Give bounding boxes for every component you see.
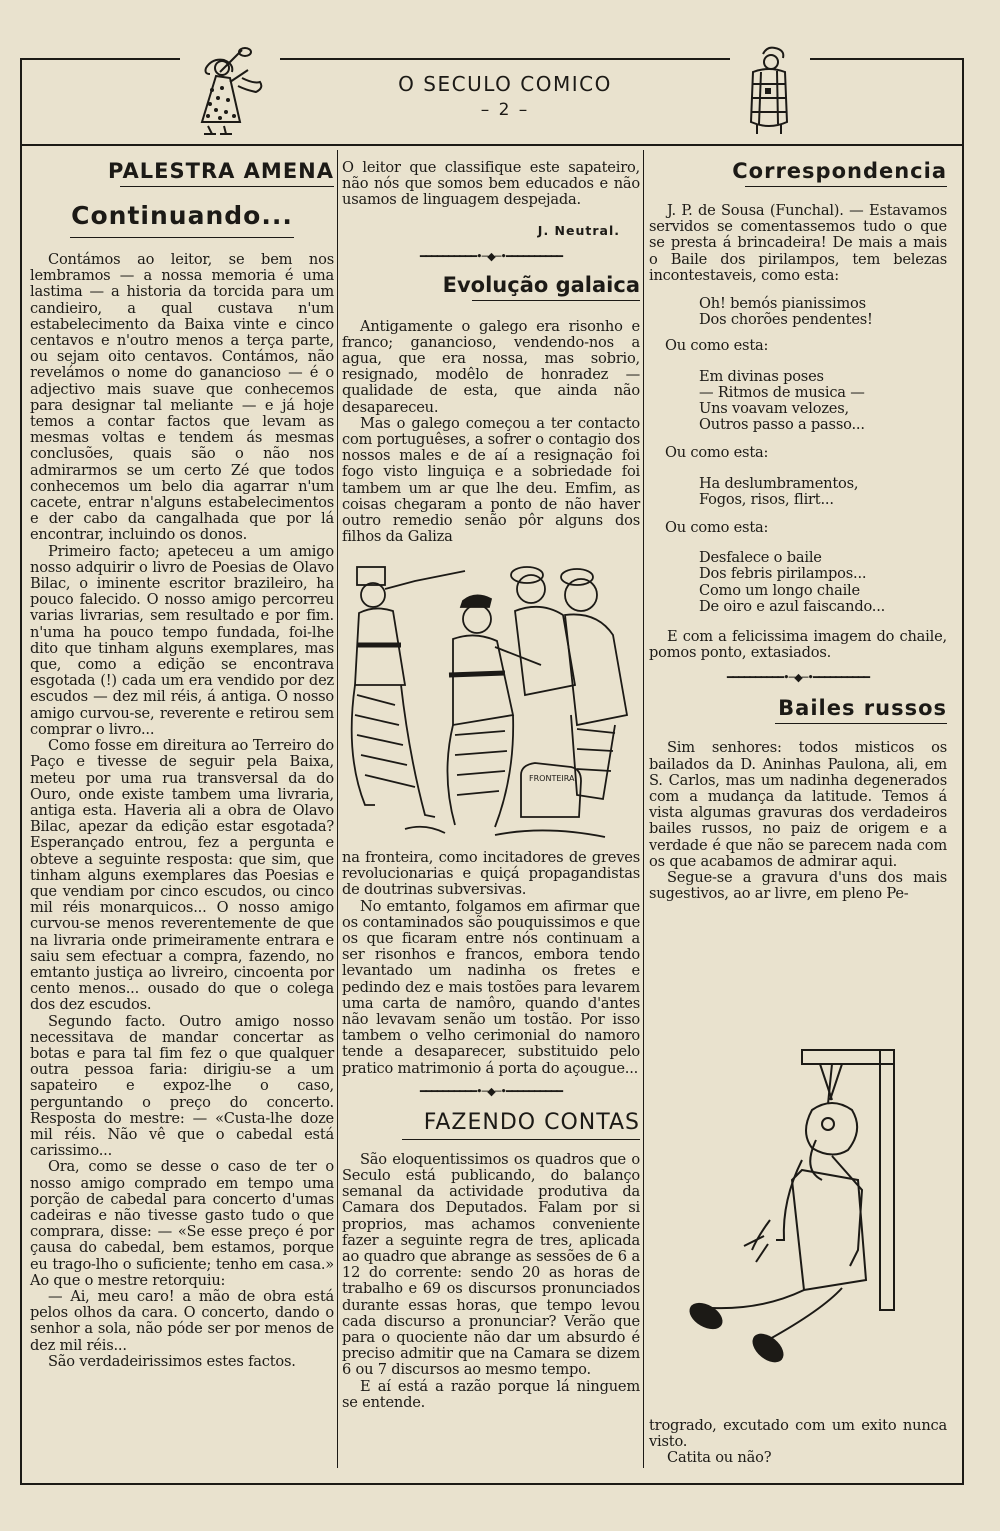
correspondence-title-rule [745, 186, 947, 187]
ornament-divider: ━━━━━━━━━━•─◆─•━━━━━━━━━━ [726, 671, 870, 685]
column-divider-2 [643, 150, 644, 1468]
verse-line: De oiro e azul faiscando... [699, 597, 886, 615]
section-title: PALESTRA AMENA [108, 159, 334, 183]
paragraph: São eloquentissimos os quadros que o Seculo está publicando, do balanço semanal da actividade produtiva da Camara dos Deputados. Falam por si proprios, mas achamos conveniente fazer a seguinte regra de tres, aplicada ao quadro que abrange as sessões de 6 a 12 do corrente: sendo 20 as horas de trabalho e 69 os discursos pronunciados durante essas horas, que tempo levou cada discurso a pronunciar? Verão que para o quociente não dar um absurdo é preciso admitir que na Camara se dizem 6 ou 7 discursos ao mesmo tempo. [342, 1150, 640, 1379]
paragraph: Antigamente o galego era risonho e franco; ganancioso, vendendo-nos a agua, que era nossa, mas sobrio, resignado, modêlo de honradez — qualidade de esta, que ainda não desapareceu. [342, 317, 640, 416]
paragraph: O leitor que classifique este sapateiro, não nós que somos bem educados e não usamos de linguagem despejada. [342, 159, 640, 209]
paragraph: No emtanto, folgamos em afirmar que os contaminados são pouquissimos e que os que ficaram entre nós continuam a ser risonhos e francos, embora tendo levantado um nadinha os fretes e pedindo dez e mais tostões para levarem uma carta de namôro, quando d'antes não levavam senão um tostão. Por isso tambem o velho cerimonial do namoro tende a desaparecer, substituido pelo pratico matrimonio á porta do açougue... [342, 897, 640, 1077]
paragraph: Ora, como se desse o caso de ter o nosso amigo comprado em tempo uma porção de cabedal para concerto d'umas cadeiras e não tivesse gasto tudo o que comprara, disse: — «Se esse preço é por çausa do cabedal, bem estamos, porque eu trago-lho o suficiente; tenho em casa.» Ao que o mestre retorquiu: [30, 1158, 334, 1289]
verse-block [649, 476, 947, 508]
article-subtitle: Continuando... [71, 201, 293, 230]
paragraph: Como fosse em direitura ao Terreiro do Paço e tivesse de seguir pela Baixa, meteu por uma rua transversal da do Ouro, onde existe tambem uma livraria, antiga esta. Haveria ali a obra de Olavo Bilac, apezar da edição estar esgotada? Esperançado entrou, fez a pergunta e obteve a seguinte resposta: que sim, que tinham alguns exemplares das Poesias e que vendiam por cinco escudos, ou cinco mil réis monarquicos... O nosso amigo curvou-se menos reverentemente de que na livraria onde primeiramente entrara e saiu sem efectuar a compra, fazendo, no emtanto justiça ao livreiro, cincoenta por cento menos... ousado do que o colega dos dez escudos. [30, 737, 334, 1014]
paragraph: São verdadeirissimos estes factos. [48, 1352, 296, 1370]
paragraph: Segundo facto. Outro amigo nosso necessitava de mandar concertar as botas e para tal fim fez o que qualquer outra pessoa faria: dirigiu-se a um sapateiro e expoz-lhe o caso, perguntando o preço do concerto. Resposta do mestre: — «Custa-lhe doze mil réis. Não vê que o cabedal está carissimo... [30, 1012, 334, 1160]
paragraph: na fronteira, como incitadores de greves revolucionarias e quiçá propagandistas de doutrinas subversivas. [342, 849, 640, 899]
verse-line: Como um longo chaile [699, 581, 860, 599]
second-article-title: FAZENDO CONTAS [423, 1109, 640, 1135]
article-title: Evolução galaica [442, 272, 640, 297]
ornament-divider: ━━━━━━━━━━•─◆─•━━━━━━━━━━ [419, 1084, 563, 1098]
gallows-cartoon-illustration [672, 1040, 942, 1385]
paragraph: Sim senhores: todos misticos os bailados da D. Aninhas Paulona, ali, em S. Carlos, mas um nadinha degenerados com a mudança da latitude. Temos á vista algumas gravuras dos verdadeiros bailes russos, no paiz de origem e a verdade é que não se parecem nada com os que acabamos de admirar aqui. [649, 739, 947, 870]
verse-line: Dos febris pirilampos... [699, 565, 867, 583]
verse-block [649, 369, 947, 434]
girl-with-net-icon [182, 44, 267, 136]
header-rule-left [20, 58, 180, 60]
paragraph: E com a felicissima imagem do chaile, pomos ponto, extasiados. [649, 628, 947, 662]
verse-link: Ou como esta: [665, 519, 769, 537]
verse-line: Dos chorões pendentes! [699, 311, 873, 329]
paragraph: J. P. de Sousa (Funchal). — Estavamos servidos se comentassemos tudo o que se presta á brincadeira! De mais a mais o Baile dos pirilampos, tem belezas incontestaveis, como esta: [649, 202, 947, 284]
paragraph: Mas o galego começou a ter contacto com portuguêses, a sofrer o contagio dos nossos males e de aí a resignação foi fogo visto linguiça e a sobriedade foi tambem um ar que lhe deu. Emfim, as coisas chegaram a ponto de não haver outro remedio senão pôr alguns dos filhos da Galiza [342, 414, 640, 546]
header-bottom-rule [20, 144, 962, 146]
verse-line: Fogos, risos, flirt... [699, 490, 834, 508]
subtitle-rule [70, 237, 294, 238]
signature: J. Neutral. [537, 222, 620, 238]
header-rule-right [810, 58, 962, 60]
verse-link: Ou como esta: [665, 337, 769, 355]
column-right-bottom [649, 1418, 947, 1467]
second-article-title: Bailes russos [778, 696, 947, 721]
column-middle-bottom [342, 850, 640, 1411]
verse-block [649, 550, 947, 615]
paragraph: Catita ou não? [667, 1449, 772, 1467]
verse-line: — Ritmos de musica — [699, 383, 865, 401]
paragraph: Primeiro facto; apeteceu a um amigo nosso adquirir o livro de Poesias de Olavo Bilac, o iminente escritor brazileiro, ha pouco falecido. O nosso amigo percorreu varias livrarias, sem resultado e por fim. n'uma ha pouco tempo fundada, foi-lhe dito que tinham alguns exemplares, mas que, como a edição se encontrava esgotada (!) cada um era vendido por dez escudos — dez mil réis, á antiga. O nosso amigo curvou-se, reverente e retirou sem comprar o livro... [30, 542, 334, 738]
paragraph: trogrado, excutado com um exito nunca visto. [649, 1417, 947, 1451]
verse-line: Outros passo a passo... [699, 416, 865, 434]
verse-line: Oh! bemós pianissimos [699, 295, 866, 313]
column-left [30, 158, 334, 1370]
page-number: – 2 – [480, 100, 530, 120]
verse-line: Uns voavam velozes, [699, 400, 849, 418]
verse-link: Ou como esta: [665, 444, 769, 462]
column-middle-top [342, 160, 640, 545]
header-rule-center [280, 58, 730, 60]
ornament-divider: ━━━━━━━━━━•─◆─•━━━━━━━━━━ [419, 249, 563, 263]
illustration-label: FRONTEIRA [529, 774, 575, 783]
verse-line: Desfalece o baile [699, 549, 822, 567]
verse-line: Em divinas poses [699, 367, 824, 385]
section-title-rule [120, 186, 334, 187]
second-article-title-rule [402, 1139, 640, 1140]
correspondence-title: Correspondencia [732, 159, 947, 183]
frontier-cartoon-illustration [345, 555, 637, 845]
article-title-rule [472, 300, 640, 301]
paragraph: Segue-se a gravura d'uns dos mais sugestivos, ao ar livre, em pleno Pe- [649, 869, 947, 903]
barrel-man-icon [745, 44, 793, 136]
paragraph: Contámos ao leitor, se bem nos lembramos — a nossa memoria é uma lastima — a historia da torcida para um candieiro, a qual custava n'um estabelecimento da Baixa vinte e cinco centavos e n'outro menos a terça parte, ou sejam oito centavos. Contámos, não revelámos o nome do ganancioso — é o adjectivo mais suave que conhecemos para designar tal meliante — e já hoje temos a contar factos que levam as mesmas voltas e tendem ás mesmas conclusões, quais são o não nos admirarmos se um certo Zé que todos conhecemos um belo dia agarrar n'um cacete, entrar n'alguns estabelecimentos e der cabo da cangalhada que por lá encontrar, incluindo os donos. [30, 251, 334, 544]
verse-block [649, 296, 947, 328]
column-right [649, 158, 947, 903]
verse-line: Ha deslumbramentos, [699, 474, 859, 492]
paragraph: E aí está a razão porque lá ninguem se entende. [342, 1377, 640, 1411]
masthead-title: O SECULO COMICO [398, 72, 612, 96]
second-article-title-rule [775, 723, 947, 724]
paragraph: — Ai, meu caro! a mão de obra está pelos olhos da cara. O concerto, dando o senhor a sola, não póde ser por menos de dez mil réis... [30, 1288, 334, 1354]
column-divider-1 [337, 150, 338, 1468]
